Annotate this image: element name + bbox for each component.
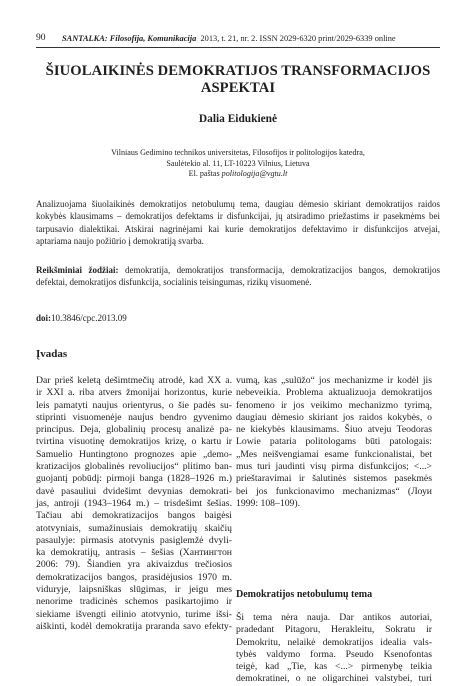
abstract: Analizuojama šiuolaikinės demokratijos netobulumų tema, daugiau dėmesio skiriant demokratijos raidos kokybės klausimams – demokratijos defektams ir disfunkcijai, jų atsiradimo priežastims ir pasekmėms bei tarpusavio dialektikai. Atskirai nagrinėjami kai kurie demokratijos defektavimo ir disfunkcijos atvejai, aptariama naujo požiūrio į demokratiją svarba.	[36, 199, 440, 247]
text-line: teigė, kad „Tie, kas <...> pirmenybę teikia	[236, 661, 432, 673]
text-line: Ši tema nėra nauja. Dar antikos autoriai,	[236, 612, 432, 623]
header-rule	[36, 47, 440, 48]
text-line: davė pasauliui dvidešimt devynias demokrati-	[36, 485, 232, 497]
text-line: kratizacijos globalinės revoliucijos“ plitimo ban-	[36, 461, 232, 473]
text-line: atotvyniais, sumažinusiais demokratijų skaičių	[36, 522, 232, 534]
keywords-label: Reikšminiai žodžiai:	[36, 265, 119, 275]
title-line: ASPEKTAI	[200, 80, 276, 96]
text-line: Demokritu, nelaikė demokratijos idealia vals-	[236, 636, 432, 648]
running-header	[36, 33, 440, 47]
author-affiliation	[80, 148, 396, 180]
text-line: 1999: 108–109).	[236, 497, 301, 509]
text-line: ne kiekybės klausimams. Šiuo atveju Teodoras	[236, 424, 432, 436]
text-line: demokratizacijos bangos, prasidėjusios 1970 m.	[36, 571, 232, 583]
text-line: principus. Deja, globalinių procesų analizė pa-	[36, 424, 232, 436]
text-line: „Mes neišvengiamai esame funkcionalistai, bet	[236, 448, 432, 460]
text-line: nebeveikia. Problema aktualizuoja demokratijos	[236, 387, 432, 399]
email-link[interactable]: politologija@vgtu.lt	[221, 169, 288, 179]
keywords	[36, 264, 440, 289]
affiliation-line: Vilniaus Gedimino technikos universitetas, Filosofijos ir politologijos katedra,	[111, 148, 365, 157]
text-line: demokratinei, o ne oligarchinei valstybei, turi	[236, 673, 432, 685]
text-line: ir XXI a. riba atvers žmonijai horizontus, kurie	[36, 387, 232, 399]
text-line: tybės valdymo forma. Pseudo Ksenofontas	[236, 648, 432, 660]
journal-info-line	[62, 34, 396, 43]
body-column-right	[236, 375, 432, 510]
text-line: 2006: 79). Šiandien yra akivaizdus trečiosios	[36, 559, 232, 571]
title-line: ŠIUOLAIKINĖS DEMOKRATIJOS TRANSFORMACIJOS	[45, 63, 431, 79]
text-line: leis pamatyti naujus orientyrus, o šie padės su-	[36, 399, 232, 411]
text-line: jas, antroji (1943–1964 m.) – trisdešimt šešias.	[36, 497, 232, 509]
text-line: viduryje, laipsniškas slūgimas, ir jeigu mes	[36, 584, 232, 596]
text-line: bei jos funkcionavimo mechanizmas“ (Лоуи	[236, 485, 432, 497]
text-line: stiprinti visuomenėje naujus bendro gyvenimo	[36, 411, 232, 423]
text-line: Samuelio Huntingtono prognozes apie „demo-	[36, 448, 232, 460]
article-title	[40, 63, 436, 97]
email-label: El. paštas	[188, 169, 222, 179]
keywords-list: demokratija, demokratijos transformacija, demokratizacijos bangos, demokratijos defektai, demokratijos disfunkcija, socialinis teisingumas, rizikų visuomenė.	[36, 265, 441, 288]
body-column-left	[36, 375, 232, 633]
text-line: pasaulyje: pirmasis atotvynis pasiglemžė dvyli-	[36, 534, 232, 546]
section-heading-intro: Įvadas	[36, 348, 68, 360]
text-line: aiškinti, kodėl demokratija praranda savo efekty-	[36, 620, 232, 632]
text-line: prieštaravimai ir šalutinės sistemos pasekmės	[236, 473, 432, 485]
doi-link[interactable]: 10.3846/cpc.2013.09	[51, 313, 127, 323]
text-line: nenorime tradicinės schemos pasikartojimo ir	[36, 596, 232, 608]
text-line: tvirtina visuotinę demokratijos krizę, o kartu ir	[36, 436, 232, 448]
author-name: Dalia Eidukienė	[198, 113, 278, 125]
page-number: 90	[36, 33, 46, 43]
text-line: siekiame išvengti eilinio atotvynio, turime išsi-	[36, 608, 232, 620]
email-line	[80, 169, 396, 180]
text-line: pradedant Pitagoru, Herakleitu, Sokratu ir	[236, 624, 432, 636]
text-line: daugiau dėmesio skiriant jos raidos kokybės, o	[236, 411, 432, 423]
text-line: guojantį pobūdį: pirmoji banga (1828–1926 m.)	[36, 473, 232, 485]
doi-label: doi:	[36, 313, 52, 323]
text-line: mus turi jaudinti visų pirma disfunkcijos; <...>	[236, 461, 432, 473]
text-line: vumą, kas „sulūžo“ jos mechanizme ir kodėl jis	[236, 375, 432, 386]
text-line: Dar prieš keletą dešimtmečių atrodė, kad XX a.	[36, 375, 232, 386]
text-line: Tačiau abi demokratizacijos bangos baigėsi	[36, 510, 232, 522]
text-line: ka demokratijų, antrasis – šešias (Хантингтон	[36, 547, 232, 559]
text-line: Lowie pataria politologams būti patologais:	[236, 436, 432, 448]
affiliation-line: Saulėtekio al. 11, LT-10223 Vilnius, Lietuva	[166, 158, 310, 168]
body-column-right-continued	[236, 612, 432, 686]
section-heading-defects: Demokratijos netobulumų tema	[236, 589, 373, 600]
doi	[36, 313, 127, 323]
journal-issue-info: 2013, t. 21, nr. 2. ISSN 2029-6320 print/2029-6339 online	[200, 34, 396, 43]
journal-name: SANTALKA: Filosofija, Komunikacija	[62, 34, 197, 43]
text-line: fenomeno ir jos veikimo mechanizmo tyrimą,	[236, 399, 432, 411]
